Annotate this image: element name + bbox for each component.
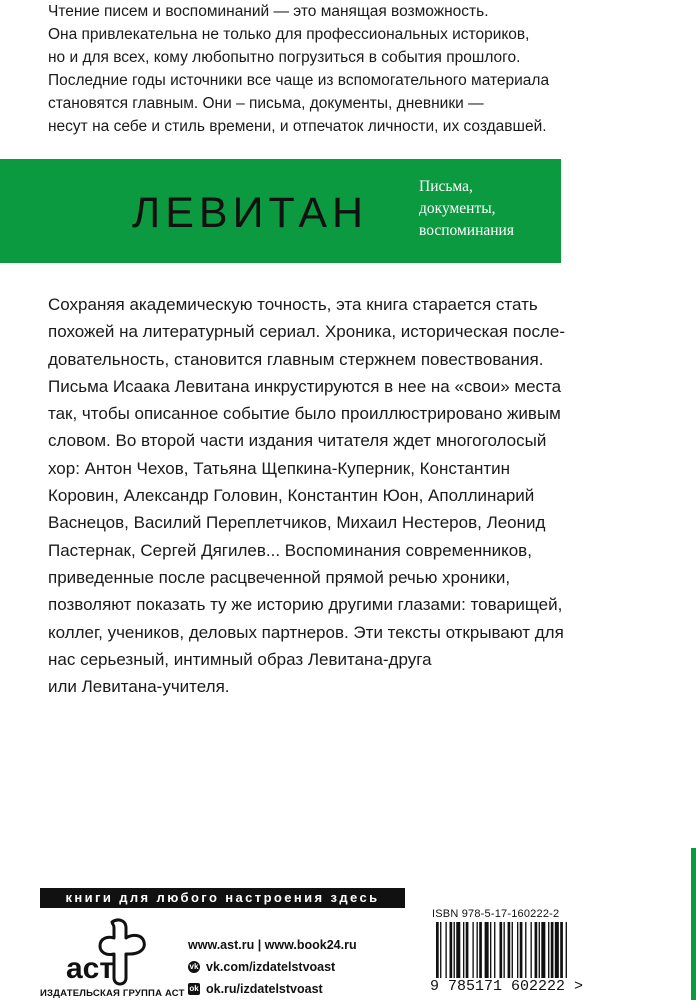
barcode-bar — [525, 922, 526, 982]
body-line: или Левитана-учителя. — [48, 677, 230, 697]
barcode-bar — [494, 922, 495, 982]
web-links[interactable] — [188, 934, 357, 956]
body-line: довательность, становится главным стержнем повествования. — [48, 349, 544, 369]
intro-line: Она привлекательна не только для профессиональных историков, — [48, 26, 530, 43]
body-line: Коровин, Александр Головин, Константин Юон, Аполлинарий — [48, 486, 535, 506]
body-line: похожей на литературный сериал. Хроника, историческая после- — [48, 322, 565, 342]
intro-line: Чтение писем и воспоминаний — это манящая возможность. — [48, 3, 489, 20]
barcode-bar — [463, 922, 464, 982]
barcode-bar — [548, 922, 549, 982]
body-line: Васнецов, Василий Переплетчиков, Михаил Нестеров, Леонид — [48, 513, 546, 533]
barcode-digits: 9 785171 602222 > — [430, 978, 630, 996]
barcode-bar — [440, 922, 441, 982]
body-line: словом. Во второй части издания читателя ждет многоголосый — [48, 431, 547, 451]
body-line: позволяют показать ту же историю другими глазами: товарищей, — [48, 595, 563, 615]
body-line: Пастернак, Сергей Дягилев... Воспоминания современников, — [48, 540, 532, 560]
book-subtitle — [419, 176, 559, 242]
vk-link-text[interactable]: vk.com/izdatelstvoast — [206, 960, 336, 974]
barcode-bar — [517, 922, 518, 982]
intro-line: становятся главным. Они – письма, документы, дневники — — [48, 95, 484, 112]
edge-color-strip — [691, 848, 696, 1000]
ok-link-text[interactable]: ok.ru/izdatelstvoast — [206, 982, 323, 996]
vk-icon: vk — [189, 962, 199, 971]
intro-line: но и для всех, кому любопытно погрузиться в события прошлого. — [48, 49, 521, 66]
barcode-bar — [555, 922, 559, 982]
web-links-text[interactable]: www.ast.ru | www.book24.ru — [188, 938, 357, 952]
ok-icon: ok — [189, 984, 199, 993]
intro-line: несут на себе и стиль времени, и отпечаток личности, их создавшей. — [48, 118, 547, 135]
body-line: нас серьезный, интимный образ Левитана-друга — [48, 649, 432, 669]
subtitle-line: Письма, — [419, 178, 473, 195]
isbn-number: ISBN 978-5-17-160222-2 — [432, 908, 560, 920]
barcode-bar — [450, 922, 453, 982]
publisher-links — [188, 934, 357, 1000]
body-line: Сохраняя академическую точность, эта книга старается стать — [48, 295, 538, 314]
barcode-bar — [445, 922, 446, 982]
barcode-bar — [485, 922, 489, 982]
body-line: так, чтобы описанное событие было проиллюстрировано живым — [48, 404, 561, 424]
barcode-bar — [512, 922, 513, 982]
barcode-bar — [520, 922, 523, 982]
ok-link[interactable] — [188, 978, 357, 1000]
body-line: приведенные после расцвеченной прямой речью хроники, — [48, 567, 511, 587]
barcode-bar — [490, 922, 491, 982]
description-paragraph — [48, 291, 668, 700]
body-line: коллег, учеников, деловых партнеров. Эти тексты открывают для — [48, 622, 564, 642]
book-title: ЛЕВИТАН — [132, 189, 369, 237]
body-line: Письма Исаака Левитана инкрустируются в нее на «свои» места — [48, 376, 562, 396]
barcode-bar — [499, 922, 502, 982]
subtitle-line: документы, — [419, 200, 496, 217]
barcode-bar — [504, 922, 505, 982]
barcode-bar — [454, 922, 455, 982]
barcode-bar — [566, 922, 567, 982]
barcode-bar — [472, 922, 473, 982]
barcode-bar — [456, 922, 460, 982]
intro-paragraph — [48, 0, 668, 138]
barcode-bar — [541, 922, 545, 982]
body-line: хор: Антон Чехов, Татьяна Щепкина-Куперник, Константин — [48, 458, 510, 478]
barcode-bar — [535, 922, 538, 982]
barcode-bar — [479, 922, 482, 982]
vk-link[interactable] — [188, 956, 357, 978]
barcode-bar — [531, 922, 532, 982]
barcode-bar — [477, 922, 478, 982]
barcode-bar — [466, 922, 469, 982]
barcode-bar — [508, 922, 511, 982]
barcode-bar — [551, 922, 554, 982]
subtitle-line: воспоминания — [419, 222, 514, 239]
intro-line: Последние годы источники все чаще из вспомогательного материала — [48, 72, 550, 89]
barcode-bar — [560, 922, 563, 982]
logo-text: аст — [66, 952, 115, 985]
barcode-bar — [436, 922, 439, 982]
slogan-banner: книги для любого настроения здесь — [40, 888, 405, 908]
publisher-name: ИЗДАТЕЛЬСКАЯ ГРУППА АСТ — [40, 988, 185, 999]
barcode-bar — [539, 922, 540, 982]
ast-logo — [60, 918, 152, 988]
